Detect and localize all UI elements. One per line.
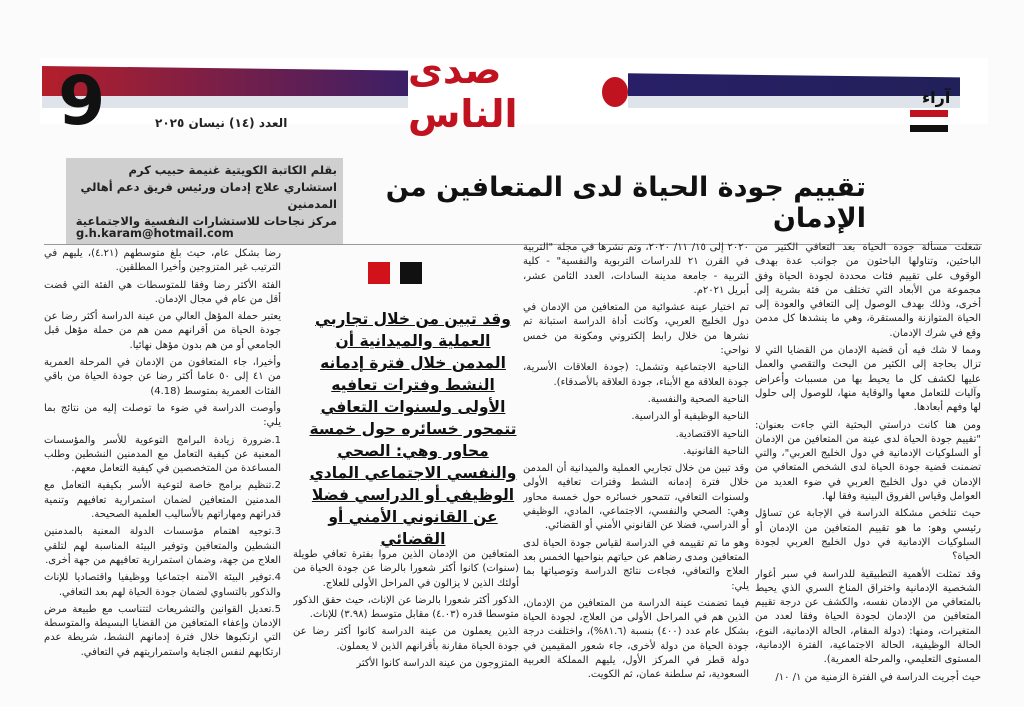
- paragraph: الناحية الوظيفية أو الدراسية.: [631, 411, 749, 423]
- paragraph: فيما تضمنت عينة الدراسة من المتعافين من الإدمان، الذين هم في المراحل الأولى من العلاج، لجودة الحياة بشكل عام عدد (٤٠٠) بنسبة (٨١.٦%)، واختلفت درجة جودة الحياة من دولة لأخرى، جاء شعور المقيمين في دولة قطر في المركز الأول، يليهم المملكة العربية السعودية، ثم سلطنة عمان، ثم الكويت.: [523, 597, 749, 681]
- paragraph: 1.ضرورة زيادة البرامج التوعوية للأسر والمؤسسات المعنية عن كيفية التعامل مع المدمنين النشطين وطلب المساعدة من المتخصصين في كيفية التعامل معهم.: [44, 434, 281, 475]
- logo-circle-icon: [602, 77, 628, 107]
- paragraph: وأوصت الدراسة في ضوء ما توصلت إليه من نتائج بما يلي:: [44, 402, 281, 429]
- author-title: استشاري علاج إدمان ورئيس فريق دعم أهالي المدمنين: [80, 180, 337, 211]
- paragraph: ومما لا شك فيه أن قضية الإدمان من القضايا التي لا تزال بحاجة إلى الكثير من البحث والتقصي والعمل عليها لكشف كل ما يحيط بها من مسببات وأعراض وآليات للتعامل معها والوقاية منها، للوصول إلى حلول لها وفهم أبعادها.: [755, 345, 981, 414]
- paragraph: 4.توفير البيئة الآمنة اجتماعيا ووظيفيا واقتصاديا للإناث والذكور بالتساوي لضمان جودة الحياة لهم بعد التعافي.: [44, 572, 281, 598]
- paragraph: رضا بشكل عام، حيث بلغ متوسطهم (٤.٢١)، يليهم في الترتيب غير المتزوجين وأخيرا المطلقين.: [44, 248, 281, 274]
- paragraph: ومن هنا كانت دراستي البحثية التي جاءت بعنوان: "تقييم جودة الحياة لدى عينة من المتعافين من الإدمان أو السلوكيات الإدمانية في دول الخليج العربي"، والتي تضمنت قضية جودة الحياة لدى الشخص المتعافي من الإدمان في دول الخليج العربي في ضوء العديد من العوامل وقياس الفروق البينية وفقا لها.: [755, 419, 981, 503]
- article-column-1: [755, 241, 981, 703]
- paragraph: الذكور أكثر شعورا بالرضا عن الإناث، حيث حقق الذكور متوسطا قدره (٤.٠٣) مقابل متوسط (٣.٩٨) للإناث.: [293, 594, 519, 621]
- paragraph: ٢٠٢٠ إلى ١٥/ ١١/ ٢٠٢٠، وتم نشرها في مجلة "التربية في القرن ٢١ للدراسات التربوية والنفسية" - كلية التربية - جامعة مدينة السادات، العدد الثامن عشر، أبريل ٢٠٢١م.: [523, 242, 749, 296]
- pull-quote: [308, 308, 518, 550]
- paragraph: الناحية الصحية والنفسية.: [647, 393, 749, 405]
- author-line: بقلم الكاتبة الكويتية غنيمة حبيب كرم: [128, 163, 337, 177]
- article-headline: تقييم جودة الحياة لدى المتعافين من الإدمان: [385, 172, 866, 234]
- paragraph: يعتبر حملة المؤهل العالي من عينة الدراسة أكثر رضا عن جودة الحياة من أقرانهم ممن هم من حملة مؤهل قبل الجامعي أو من هم بدون مؤهل نهائيا.: [44, 311, 281, 351]
- paragraph: وهو ما تم تقييمه في الدراسة لقياس جودة الحياة لدى المتعافين ومدى رضاهم عن حياتهم بنواحيها الخمس بعد العلاج والتعافي، فجاءت نتائج الدراسة وتوصياتها بما يلي:: [523, 537, 749, 592]
- black-square-icon: [400, 262, 422, 284]
- paragraph: الناحية القانونية.: [683, 445, 749, 457]
- article-column-4: [44, 247, 281, 703]
- pull-quote-text: وقد تبين من خلال تجاربي العملية والميدانية أن المدمن خلال فترة إدمانه النشط وفترات تعافيه الأولى ولسنوات التعافي تتمحور خسائره حول خمسة محاور وهي: الصحي والنفسي الاجتماعي المادي الوظيفي أو الدراسي فضلا عن القانوني الأمني أو القضائي: [309, 310, 517, 548]
- paragraph: حيث تتلخص مشكلة الدراسة في الإجابة عن تساؤل رئيسي وهو: ما هو تقييم المتعافين من الإدمان أو السلوكيات الإدمانية في دول الخليج العربي لجودة الحياة؟: [755, 508, 981, 563]
- paragraph: الفئة الأكثر رضا وفقا للمتوسطات هي الفئة التي قضت أقل من عام في مجال الإدمان.: [44, 279, 281, 305]
- newspaper-logo: [408, 48, 628, 136]
- article-column-2: [523, 241, 749, 703]
- paragraph: الذين يعملون من عينة الدراسة كانوا أكثر رضا عن جودة الحياة مقارنة بأقرانهم الذين لا يعملون.: [293, 626, 519, 652]
- decorative-squares: [368, 262, 432, 288]
- author-email[interactable]: g.h.karam@hotmail.com: [76, 226, 234, 240]
- iraq-flag-icon: [910, 110, 948, 132]
- section-label: آراء: [922, 88, 951, 107]
- paragraph: حيث أجريت الدراسة في الفترة الزمنية من ١/ ١٠/: [775, 671, 981, 683]
- paragraph: المتزوجون من عينة الدراسة كانوا الأكثر: [356, 658, 519, 670]
- paragraph: الناحية الاجتماعية وتشمل: (جودة العلاقات الأسرية، جودة العلاقة مع الأبناء، جودة العلاقة بالأصدقاء).: [523, 362, 749, 388]
- paragraph: 2.تنظيم برامج خاصة لتوعية الأسر بكيفية التعامل مع المدمنين المتعافين لضمان استمرارية تعافيهم وتنمية قدراتهم ومهاراتهم بالأساليب العلمية الصحيحة.: [44, 480, 281, 521]
- paragraph: وأخيرا، جاء المتعافون من الإدمان في المرحلة العمرية من ٤١ إلى ٥٠ عاما أكثر رضا عن جودة الحياة من باقي الفئات العمرية بمتوسط (4.18): [44, 357, 281, 397]
- paragraph: 5.تعديل القوانين والتشريعات لتتناسب مع طبيعة مرض الإدمان وإعفاء المتعافين من القضايا البسيطة والمتوسطة التي ارتكبوها خلال فترة إدمانهم النشط، شريطة عدم ارتكابهم لنفس الجناية واستمراريتهم في التعافي.: [44, 603, 281, 658]
- issue-date: العدد (١٤) نيسان ٢٠٢٥: [155, 116, 288, 130]
- paragraph: الناحية الاقتصادية.: [675, 428, 749, 440]
- paragraph: المتعافين من الإدمان الذين مروا بفترة تعافي طويلة (سنوات) كانوا أكثر شعورا بالرضا عن جودة الحياة من أولئك الذين لا يزالون في المراحل الأولى للعلاج.: [293, 549, 519, 589]
- paragraph: 3.توجيه اهتمام مؤسسات الدولة المعنية بالمدمنين النشطين والمتعافين وتوفير البيئة المناسبة لهم لتلقي العلاج من جهة، وضمان استمرارية تعافيهم من جهة أخرى.: [44, 526, 281, 566]
- author-organization: مركز نجاحات للاستشارات النفسية والاجتماعية: [75, 214, 337, 228]
- page-number: 9: [58, 62, 106, 141]
- paragraph: وقد تبين من خلال تجاربي العملية والميدانية أن المدمن خلال فترة إدمانه النشط وفترات تعافيه الأولى ولسنوات التعافي، تتمحور خسائره حول خمسة محاور وهي: الصحي والنفسي، الاجتماعي، المادي، الوظيفي أو الدراسي، فضلا عن القانوني الأمني أو القضائي.: [523, 463, 749, 532]
- paragraph: وقد تمثلت الأهمية التطبيقية للدراسة في سبر أغوار الشخصية الإدمانية واختراق المناخ السري الذي يحيط بالمتعافي من الإدمان نفسه، والكشف عن درجة تقييم المتعافين من الإدمان لجودة الحياة وفقا لعدد من المتغيرات، ومنها: (دولة المقام، الحالة الإدمانية، النوع، الحالة الوظيفية، الحالة الاجتماعية، الفترة الإدمانية، المستوى التعليمي، والمرحلة العمرية).: [755, 568, 981, 666]
- paragraph: شغلت مسألة جودة الحياة بعد التعافي الكثير من الباحثين، وتناولها الباحثون من جوانب عدة بهدف الوقوف على تقييم فئات محددة لجودة الحياة وفق مجموعة من الأبعاد التي تختلف من فئة بشرية إلى أخرى، وذلك بهدف الوصول إلى التعافي والعودة إلى الحياة المتوازنة والمستقرة، وهي ما ينشدها كل مدمن وقع في شرك الإدمان.: [755, 242, 981, 339]
- logo-text: صدى الناس: [408, 48, 518, 136]
- paragraph: تم اختيار عينة عشوائية من المتعافين من الإدمان في دول الخليج العربي، وكانت أداة الدراسة استبانة تم نشرها من خلال رابط إلكتروني ومكونة من خمس نواحي:: [523, 302, 749, 357]
- red-square-icon: [368, 262, 390, 284]
- author-box: [66, 158, 343, 244]
- article-column-3: [293, 548, 519, 703]
